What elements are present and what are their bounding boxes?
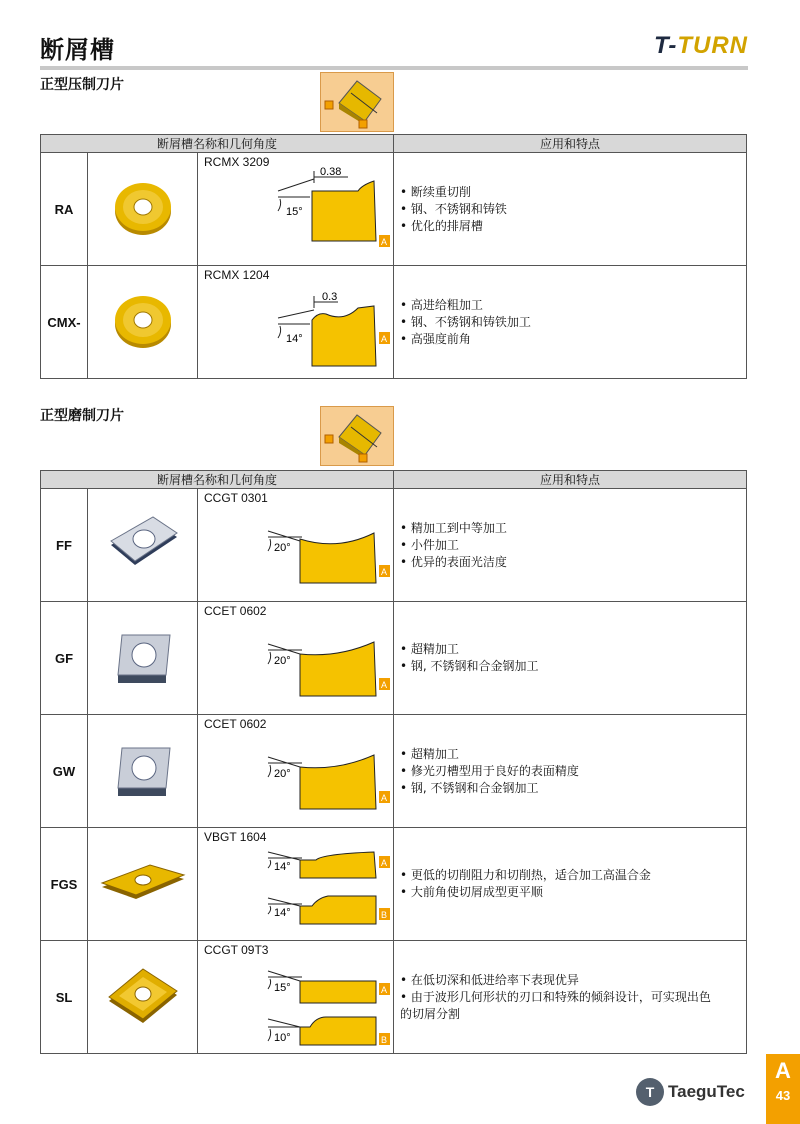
feature-item: • 超精加工	[400, 642, 459, 656]
view-flag-a: A	[381, 237, 388, 247]
logo-prefix: T-	[654, 32, 678, 59]
chipbreaker-code: GF	[41, 602, 88, 715]
insert-image-round	[88, 266, 198, 379]
edge-profile-diagram	[198, 715, 394, 827]
section2-title: 正型磨制刀片	[40, 408, 124, 424]
feature-item: • 钢, 不锈钢和合金钢加工	[400, 780, 539, 795]
section1-table	[40, 134, 747, 379]
rake-angle-label: 20°	[274, 542, 291, 554]
insert-model: CCGT 0301	[204, 491, 268, 505]
table-row	[41, 266, 747, 379]
insert-model: RCMX 3209	[204, 155, 270, 169]
view-flag-b: B	[381, 1035, 388, 1045]
insert-image-diamond	[88, 828, 198, 941]
insert-model: CCGT 09T3	[204, 943, 269, 957]
feature-item: • 由于波形几何形状的刃口和特殊的倾斜设计，可实现出色	[400, 989, 711, 1004]
land-width-label: 0.38	[320, 166, 342, 178]
geometry-cell	[198, 266, 394, 379]
feature-item: • 钢, 不锈钢和合金钢加工	[400, 659, 539, 673]
table-row	[41, 828, 747, 941]
edge-profile-diagram	[198, 266, 394, 378]
chipbreaker-code: CMX-	[41, 266, 88, 379]
chipbreaker-code: RA	[41, 153, 88, 266]
feature-item: • 超精加工	[400, 746, 459, 761]
table-row	[41, 489, 747, 602]
edge-profile-diagram	[198, 153, 394, 265]
land-width-label: 0.3	[322, 291, 338, 303]
t-turn-logo	[654, 32, 748, 60]
insert-image-round	[88, 153, 198, 266]
rake-angle-label: 20°	[274, 768, 291, 780]
insert-model: VBGT 1604	[204, 830, 267, 844]
view-flag-a: A	[381, 858, 388, 868]
brand-mark-icon: T	[636, 1078, 664, 1106]
view-flag-a: A	[381, 793, 388, 803]
col-header-features: 应用和特点	[394, 471, 747, 489]
table-row	[41, 602, 747, 715]
section1-title: 正型压制刀片	[40, 77, 124, 93]
section2-table	[40, 470, 747, 1054]
table-row	[41, 715, 747, 828]
chipbreaker-code: GW	[41, 715, 88, 828]
feature-item: • 钢、不锈钢和铸铁	[400, 201, 507, 216]
feature-item: • 在低切深和低进给率下表现优异	[400, 972, 579, 987]
feature-list	[394, 489, 747, 602]
feature-item: • 更低的切削阻力和切削热，适合加工高温合金	[400, 868, 651, 882]
col-header-features: 应用和特点	[394, 135, 747, 153]
edge-profile-diagram	[198, 602, 394, 714]
feature-list	[394, 602, 747, 715]
rake-angle-label-b: 14°	[274, 907, 291, 919]
geometry-cell	[198, 153, 394, 266]
rake-angle-label: 15°	[274, 982, 291, 994]
view-flag-a: A	[381, 567, 388, 577]
geometry-cell	[198, 602, 394, 715]
feature-item: • 高进给粗加工	[400, 297, 483, 312]
geometry-cell	[198, 941, 394, 1054]
geometry-cell	[198, 489, 394, 602]
insert-image-square	[88, 602, 198, 715]
feature-item: • 优化的排屑槽	[400, 218, 483, 233]
insert-geometry-diagram	[320, 72, 394, 132]
feature-list	[394, 715, 747, 828]
view-flag-b: B	[381, 910, 388, 920]
insert-image-rhombic	[88, 489, 198, 602]
view-flag-a: A	[381, 334, 388, 344]
feature-item: 的切屑分割	[400, 1006, 461, 1021]
feature-item: • 大前角使切屑成型更平顺	[400, 885, 543, 899]
geometry-cell	[198, 715, 394, 828]
edge-profile-diagram	[198, 941, 394, 1053]
feature-list	[394, 941, 747, 1054]
insert-geometry-diagram	[320, 406, 394, 466]
feature-item: • 小件加工	[400, 537, 459, 552]
table-row	[41, 941, 747, 1054]
chipbreaker-code: FF	[41, 489, 88, 602]
page-title: 断屑槽	[40, 36, 115, 64]
feature-list	[394, 828, 747, 941]
feature-item: • 断续重切削	[400, 184, 471, 199]
page-number: 43	[775, 1088, 791, 1103]
rake-angle-label: 14°	[286, 333, 303, 345]
title-divider	[40, 66, 748, 70]
chipbreaker-code: SL	[41, 941, 88, 1054]
insert-model: RCMX 1204	[204, 268, 270, 282]
view-flag-a: A	[381, 985, 388, 995]
col-header-geometry: 断屑槽名称和几何角度	[41, 135, 394, 153]
view-flag-a: A	[381, 680, 388, 690]
insert-model: CCET 0602	[204, 717, 267, 731]
chipbreaker-code: FGS	[41, 828, 88, 941]
edge-profile-diagram	[198, 828, 394, 940]
feature-list	[394, 266, 747, 379]
rake-angle-label: 20°	[274, 655, 291, 667]
table-row	[41, 153, 747, 266]
rake-angle-label: 15°	[286, 206, 303, 218]
feature-item: • 精加工到中等加工	[400, 520, 507, 535]
insert-image-square	[88, 715, 198, 828]
edge-profile-diagram	[198, 489, 394, 601]
feature-item: • 优异的表面光洁度	[400, 554, 507, 569]
feature-item: • 高强度前角	[400, 331, 471, 346]
chapter-tab	[766, 1054, 800, 1124]
rake-angle-label: 14°	[274, 861, 291, 873]
insert-image-rhombic-gold	[88, 941, 198, 1054]
col-header-geometry: 断屑槽名称和几何角度	[41, 471, 394, 489]
geometry-cell	[198, 828, 394, 941]
logo-word: TURN	[677, 32, 748, 59]
brand-name: TaeguTec	[668, 1082, 745, 1101]
insert-model: CCET 0602	[204, 604, 267, 618]
taegutec-logo	[636, 1078, 745, 1106]
feature-list	[394, 153, 747, 266]
rake-angle-label-b: 10°	[274, 1032, 291, 1044]
feature-item: • 钢、不锈钢和铸铁加工	[400, 314, 531, 329]
feature-item: • 修光刃槽型用于良好的表面精度	[400, 763, 579, 778]
chapter-letter: A	[775, 1058, 791, 1083]
